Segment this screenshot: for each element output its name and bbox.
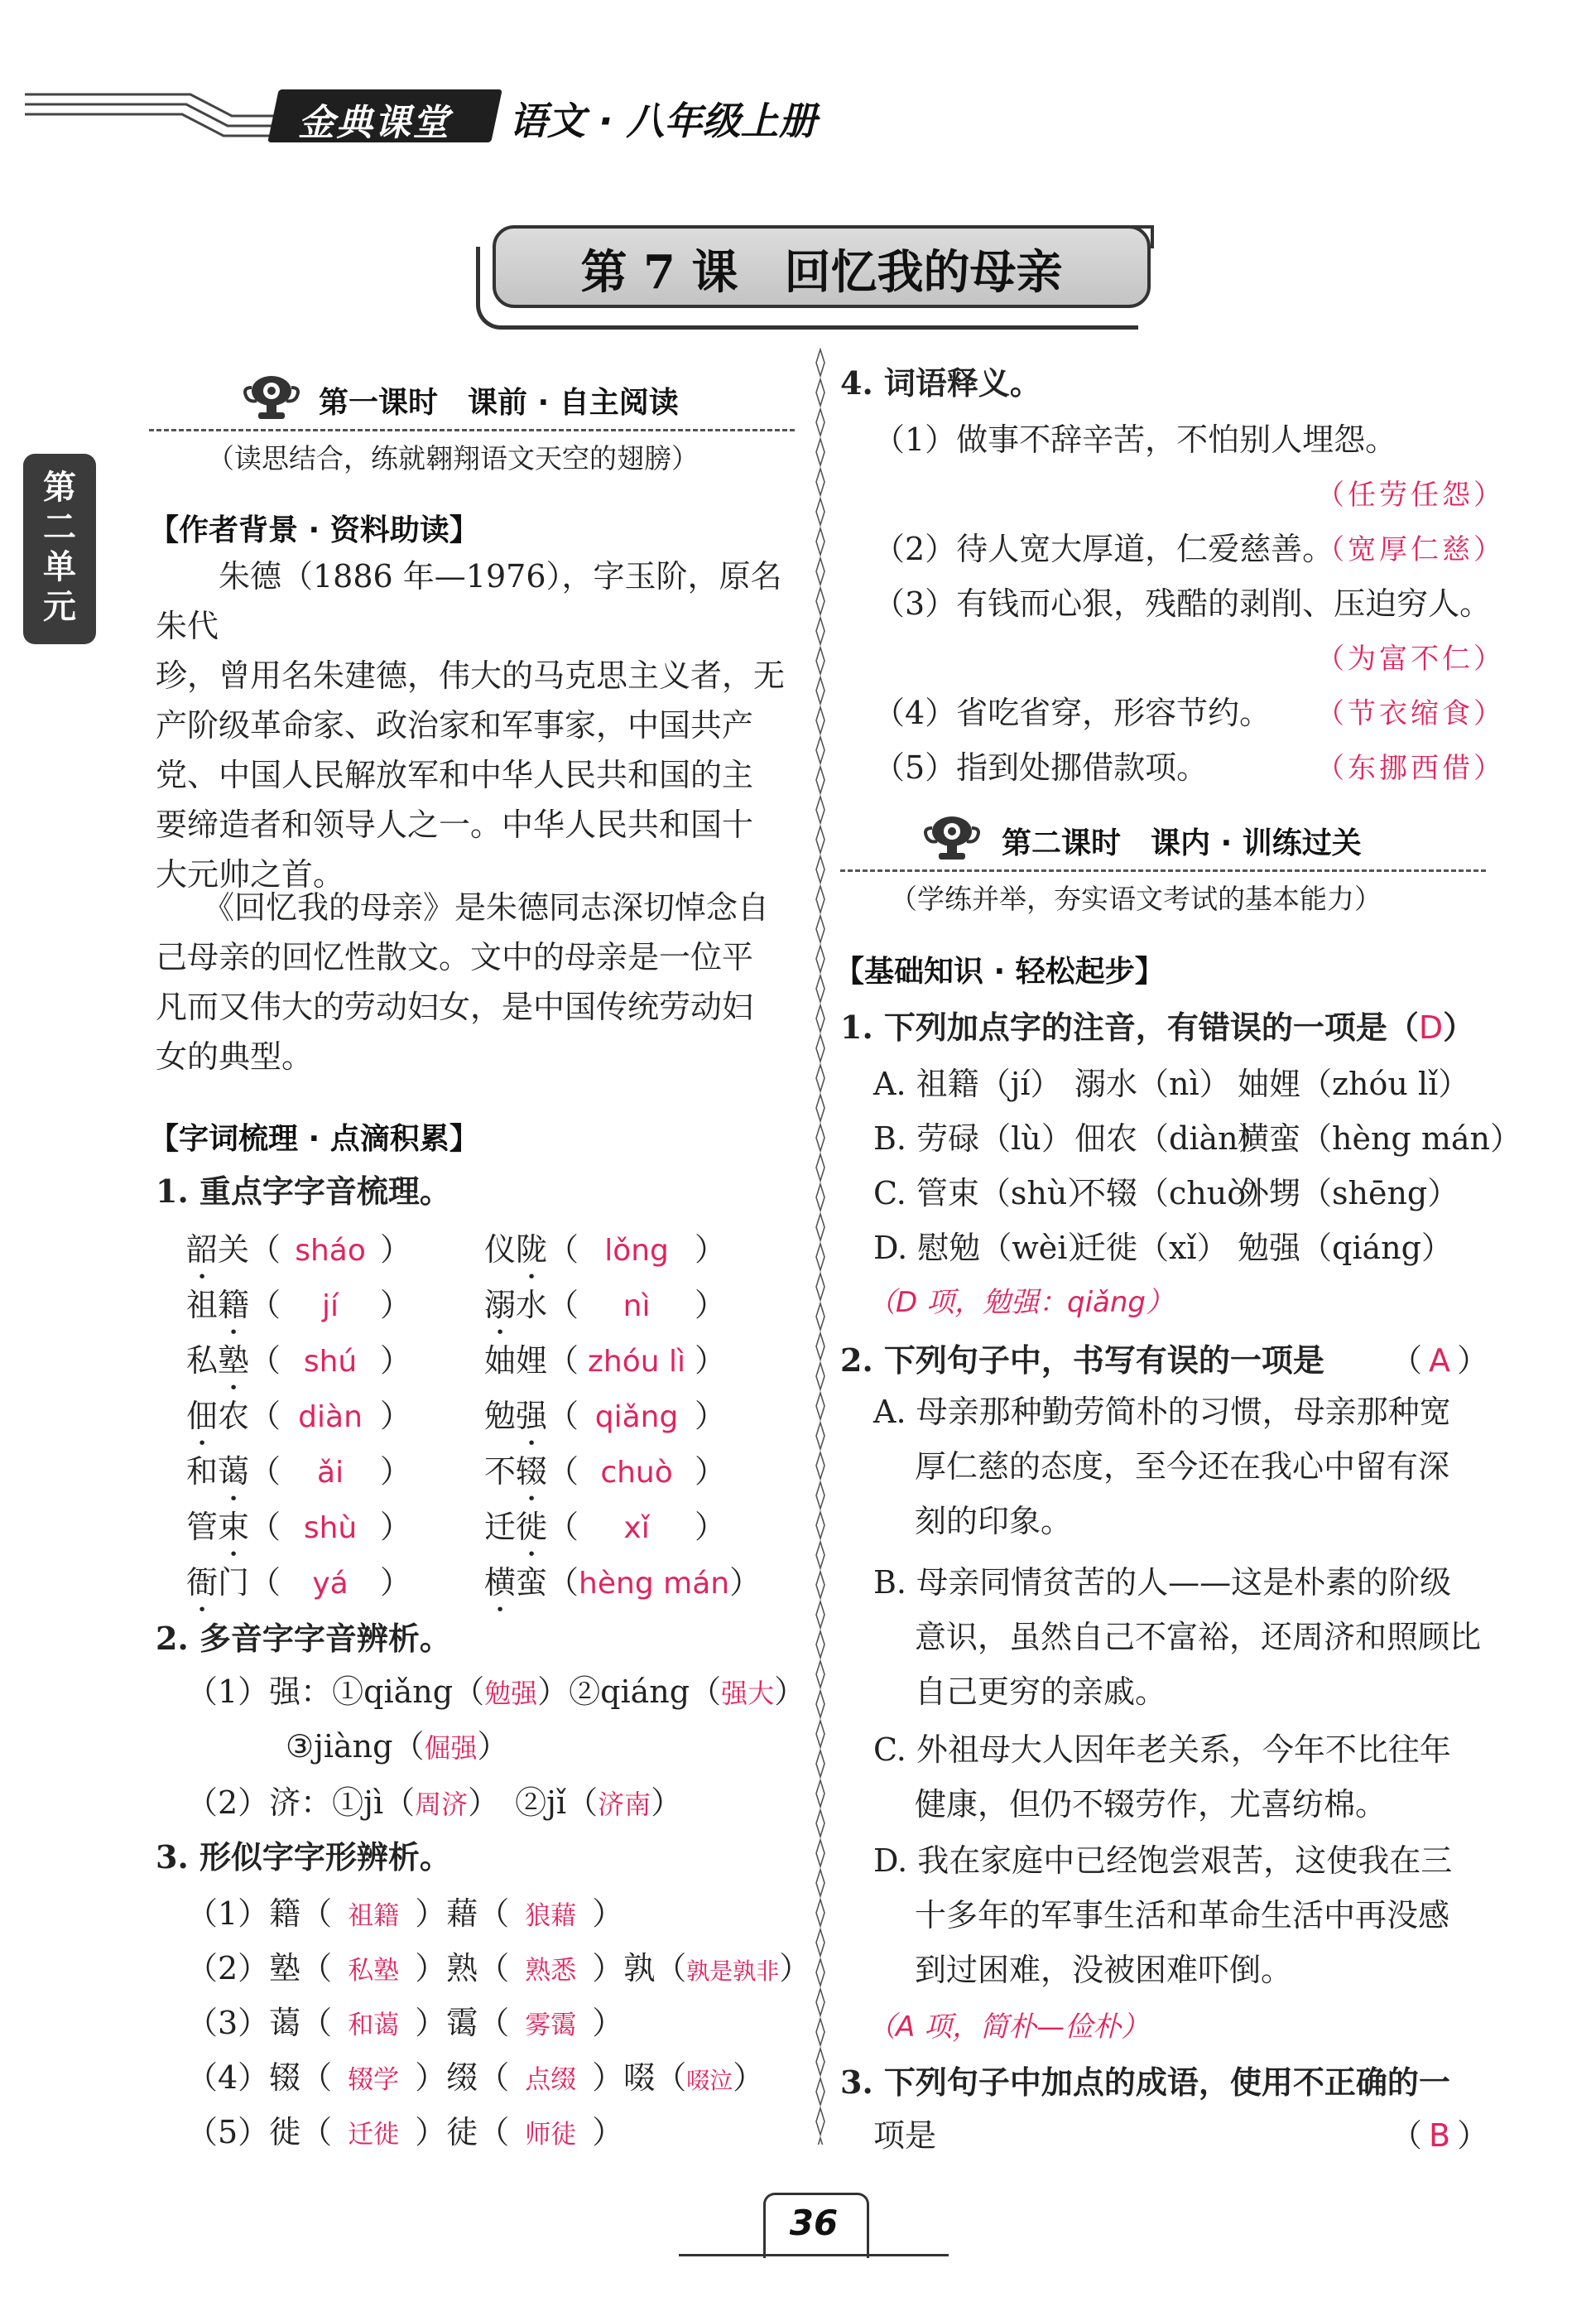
section2-divider <box>840 869 1486 872</box>
pinyin-answer: nì <box>623 1289 651 1323</box>
pinyin-word: 管束 <box>186 1509 250 1545</box>
pinyin-answer: hèng mán <box>579 1567 730 1601</box>
similar-character-answer: 和蔼 <box>348 2010 400 2040</box>
pinyin-item: 管束（ shù ） <box>186 1509 412 1545</box>
mc-question-3-stem: 3. 下列句子中加点的成语，使用不正确的一 <box>840 2063 1450 2101</box>
pinyin-word: 私塾 <box>186 1342 250 1379</box>
pinyin-item: 仪陇（ lǒng ） <box>484 1231 727 1268</box>
word-meaning-item: （2）待人宽大厚道，仁爱慈善。 <box>873 531 1334 567</box>
pinyin-answer: zhóu lì <box>588 1345 686 1379</box>
word-meaning-answer: （宽厚仁慈） <box>1316 533 1505 566</box>
pinyin-word: 勉强 <box>484 1398 548 1434</box>
mc-question-1-stem: 1. 下列加点字的注音，有错误的一项是（D） <box>840 1009 1475 1046</box>
mc-question-2-option-b: B. 母亲同情贫苦的人——这是朴素的阶级 意识，虽然自己不富裕，还周济和照顾比 自己更穷的亲戚。 <box>873 1564 1482 1710</box>
pinyin-word: 不辍 <box>484 1453 548 1490</box>
polyphone-row-1: （1）强：①qiǎng（勉强）②qiáng（强大） <box>186 1673 806 1710</box>
mc-question-3-stem-cont: 项是 <box>873 2117 937 2154</box>
pinyin-item: 和蔼（ ǎi ） <box>186 1453 412 1490</box>
similar-character-row: （4）辍（ 辍学 ）缀（ 点缀 ）啜（啜泣） <box>186 2059 765 2096</box>
mc-question-2-option-a: A. 母亲那种勤劳简朴的习惯，母亲那种宽 厚仁慈的态度，至今还在我心中留有深 刻的印象。 <box>873 1394 1451 1539</box>
mc-option: 佃农（diàn） <box>1074 1120 1270 1157</box>
question-3-stem: 3. 形似字字形辨析。 <box>156 1838 451 1876</box>
section2-motto: （学练并举，夯实语文考试的基本能力） <box>890 883 1382 915</box>
title-corner-decoration <box>1127 222 1161 255</box>
pinyin-item: 溺水（ nì ） <box>484 1287 727 1323</box>
mc-option: C. 管束（shù） <box>873 1175 1099 1211</box>
similar-character-answer: 孰是孰非 <box>686 1957 780 1985</box>
mc-question-2-answer-slot: （ A ） <box>1391 1342 1489 1379</box>
word-meaning-answer: （节衣缩食） <box>1316 697 1505 730</box>
word-meaning-answer: （为富不仁） <box>1316 643 1505 676</box>
pinyin-word: 仪陇 <box>484 1231 548 1268</box>
pinyin-word: 和蔼 <box>186 1453 250 1490</box>
pinyin-item: 妯娌（ zhóu lì ） <box>484 1342 727 1379</box>
mc-question-2-explanation: （A 项，简朴—俭朴） <box>868 2010 1150 2044</box>
basic-knowledge-heading: 【基础知识 · 轻松起步】 <box>834 955 1165 989</box>
section2-title: 第二课时 课内 · 训练过关 <box>1002 826 1362 860</box>
polyphone-row-2: ③jiàng（倔强） <box>286 1728 509 1765</box>
similar-character-row: （5）徙（ 迁徙 ）徒（ 师徒 ） <box>186 2114 624 2150</box>
pinyin-item: 祖籍（ jí ） <box>186 1287 412 1323</box>
author-background-text: 朱德（1886 年—1976），字玉阶，原名朱代 珍，曾用名朱建德，伟大的马克思主义者，无 产阶级革命家、政治家和军事家，中国共产 党、中国人民解放军和中华人民共和国的主 要缔造者和领导人之一。中华人民共和国十 大元帅之首。 <box>156 558 786 893</box>
section1-title: 第一课时 课前 · 自主阅读 <box>319 386 679 420</box>
similar-character-row: （1）籍（ 祖籍 ）藉（ 狼藉 ） <box>186 1895 624 1932</box>
pinyin-answer: qiǎng <box>594 1400 679 1434</box>
mc-option: A. 祖籍（jí） <box>873 1066 1062 1102</box>
pinyin-word: 迁徙 <box>484 1509 548 1545</box>
question-1-stem: 1. 重点字字音梳理。 <box>156 1173 451 1210</box>
page-number: 36 <box>789 2203 839 2243</box>
similar-character-answer: 师徒 <box>525 2120 577 2150</box>
vocabulary-heading: 【字词梳理 · 点滴积累】 <box>149 1122 479 1156</box>
pinyin-item: 不辍（ chuò ） <box>484 1453 727 1490</box>
mc-question-3-answer-slot: （ B ） <box>1391 2117 1489 2154</box>
mc-option: 横蛮（hèng mán） <box>1238 1120 1522 1157</box>
pinyin-answer: sháo <box>295 1234 366 1268</box>
word-meaning-item: （4）省吃省穿，形容节约。 <box>873 695 1272 731</box>
question-2-stem: 2. 多音字字音辨析。 <box>156 1620 451 1657</box>
word-meaning-item: （1）做事不辞辛苦，不怕别人埋怨。 <box>873 421 1397 458</box>
author-background-heading: 【作者背景 · 资料助读】 <box>149 513 479 547</box>
pinyin-item: 迁徙（ xǐ ） <box>484 1509 727 1545</box>
mc-option: B. 劳碌（lù） <box>873 1120 1073 1157</box>
question-4-stem: 4. 词语释义。 <box>840 364 1041 402</box>
subject-title: 语文 · 八年级上册 <box>509 99 817 143</box>
mc-option: 外甥（shēng） <box>1238 1175 1459 1211</box>
brand-name: 金典课堂 <box>298 102 450 144</box>
pinyin-answer: diàn <box>298 1400 363 1434</box>
pinyin-answer: shú <box>303 1345 358 1379</box>
pinyin-item: 佃农（ diàn ） <box>186 1398 412 1434</box>
mc-option: 迁徙（xǐ） <box>1074 1230 1228 1266</box>
mc-question-2-option-c: C. 外祖母大人因年老关系，今年不比往年 健康，但仍不辍劳作，尤喜纺棉。 <box>873 1731 1451 1823</box>
pinyin-item: 横蛮（hèng mán） <box>484 1564 762 1601</box>
pinyin-answer: chuò <box>600 1456 673 1490</box>
similar-character-answer: 雾霭 <box>525 2010 577 2040</box>
pinyin-word: 佃农 <box>186 1398 250 1434</box>
mc-question-1-answer: D <box>1418 1009 1444 1046</box>
polyphone-row-3: （2）济：①jì（周济） ②jǐ（济南） <box>186 1784 683 1821</box>
pinyin-item: 韶关（ sháo ） <box>186 1231 412 1268</box>
column-divider <box>815 348 826 2145</box>
pinyin-answer: yá <box>312 1567 349 1601</box>
work-introduction-text: 《回忆我的母亲》是朱德同志深切悼念自 己母亲的回忆性散文。文中的母亲是一位平 凡而又伟大的劳动妇女，是中国传统劳动妇 女的典型。 <box>156 889 770 1075</box>
pinyin-answer: ǎi <box>317 1456 344 1490</box>
pinyin-word: 韶关 <box>186 1231 250 1268</box>
pinyin-answer: xǐ <box>623 1511 650 1545</box>
word-meaning-item: （5）指到处挪借款项。 <box>873 749 1209 786</box>
trophy-icon <box>240 373 303 422</box>
similar-character-answer: 辍学 <box>348 2065 400 2095</box>
pinyin-word: 祖籍 <box>186 1287 250 1323</box>
mc-option: 溺水（nì） <box>1074 1066 1231 1102</box>
unit-side-tab-text: 第 二 单 元 <box>43 469 76 626</box>
word-meaning-item: （3）有钱而心狠，残酷的剥削、压迫穷人。 <box>873 585 1492 622</box>
trophy-icon <box>921 813 983 863</box>
pinyin-item: 私塾（ shú ） <box>186 1342 412 1379</box>
similar-character-answer: 点缀 <box>525 2065 577 2095</box>
word-meaning-answer: （东挪西借） <box>1316 752 1505 785</box>
similar-character-answer: 熟悉 <box>525 1956 577 1986</box>
section1-motto: （读思结合，练就翱翔语文天空的翅膀） <box>207 442 699 474</box>
similar-character-row: （2）塾（ 私塾 ）熟（ 熟悉 ）孰（孰是孰非） <box>186 1950 811 1986</box>
page-number-baseline <box>679 2254 949 2256</box>
similar-character-answer: 啜泣 <box>686 2067 733 2094</box>
similar-character-answer: 迁徙 <box>348 2120 400 2150</box>
pinyin-word: 横蛮 <box>484 1564 548 1601</box>
mc-option: 妯娌（zhóu lǐ） <box>1238 1066 1470 1102</box>
lesson-title: 第 7 课 回忆我的母亲 <box>580 245 1063 300</box>
mc-option: 不辍（chuò） <box>1074 1175 1278 1211</box>
pinyin-answer: lǒng <box>604 1234 669 1268</box>
pinyin-item: 勉强（ qiǎng ） <box>484 1398 727 1434</box>
similar-character-answer: 狼藉 <box>525 1901 577 1931</box>
pinyin-answer: shù <box>303 1511 358 1545</box>
mc-question-1-explanation: （D 项，勉强：qiǎng） <box>868 1286 1174 1319</box>
mc-option: D. 慰勉（wèi） <box>873 1230 1099 1266</box>
pinyin-item: 衙门（ yá ） <box>186 1564 412 1601</box>
mc-question-2-stem: 2. 下列句子中，书写有误的一项是 <box>840 1341 1324 1379</box>
mc-option: 勉强（qiáng） <box>1238 1230 1453 1266</box>
similar-character-row: （3）蔼（ 和蔼 ）霭（ 雾霭 ） <box>186 2005 624 2041</box>
mc-question-2-option-d: D. 我在家庭中已经饱尝艰苦，这使我在三 十多年的军事生活和革命生活中再没感 到过困难，没被困难吓倒。 <box>873 1842 1453 1988</box>
word-meaning-answer: （任劳任怨） <box>1316 479 1505 512</box>
pinyin-word: 妯娌 <box>484 1342 548 1379</box>
similar-character-answer: 私塾 <box>348 1956 400 1986</box>
pinyin-word: 衙门 <box>186 1564 250 1601</box>
similar-character-answer: 祖籍 <box>348 1901 400 1931</box>
pinyin-answer: jí <box>322 1289 339 1323</box>
pinyin-word: 溺水 <box>484 1287 548 1323</box>
section1-divider <box>149 429 795 431</box>
